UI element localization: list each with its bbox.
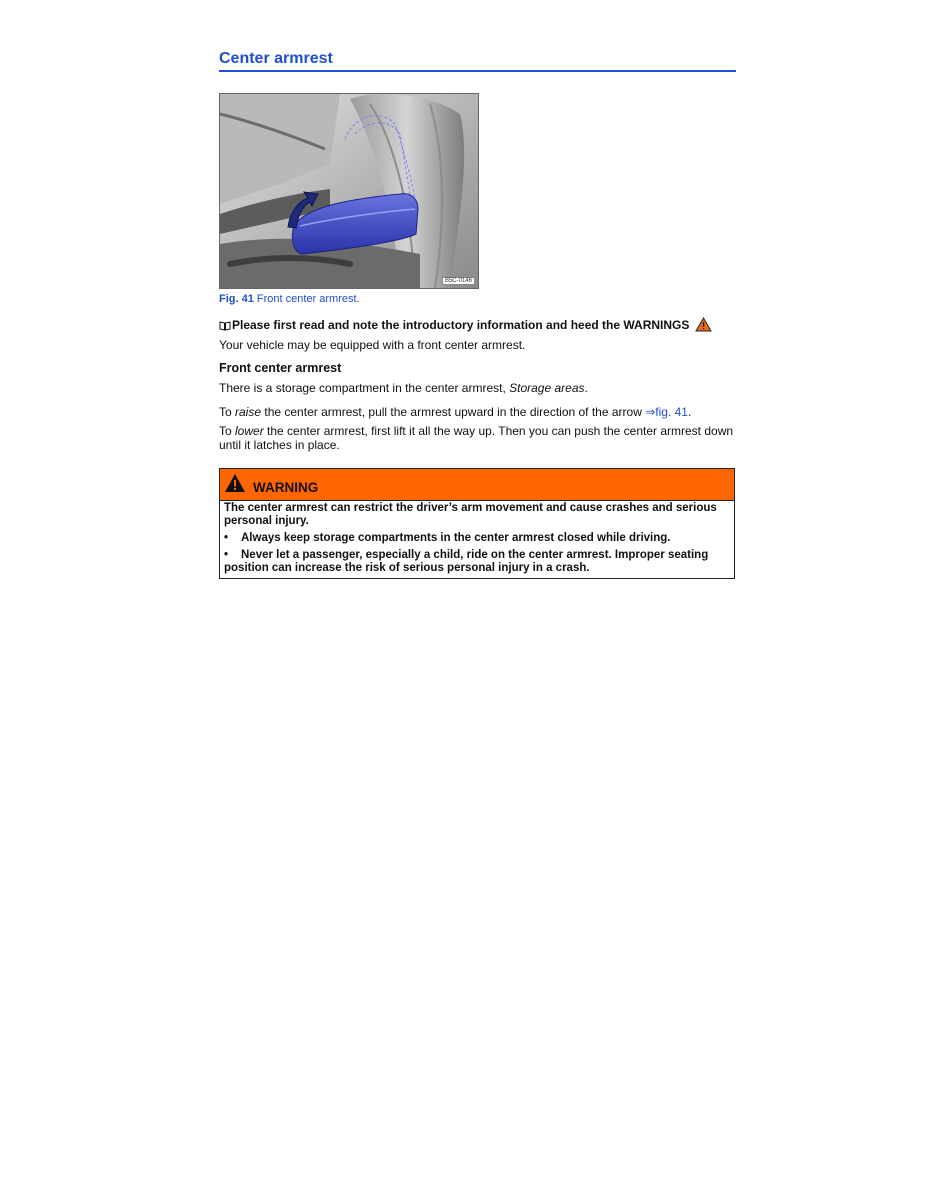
storage-paragraph <box>219 381 735 395</box>
figure-caption <box>219 293 360 305</box>
storage-areas-link[interactable]: Storage areas <box>509 381 585 395</box>
warning-triangle-icon <box>695 317 712 335</box>
figure-caption-text: Front center armrest. <box>256 293 360 305</box>
bullet-symbol: • <box>224 532 229 544</box>
raise-paragraph <box>219 405 735 419</box>
raise-text: the center armrest, pull the armrest upward in the direction of the arrow <box>261 405 646 419</box>
figure-number: Fig. 41 <box>219 293 254 305</box>
warning-bullet-text: Always keep storage compartments in the center armrest closed while driving. <box>241 532 671 544</box>
warning-bullet <box>224 549 730 575</box>
section-heading: Front center armrest <box>219 361 342 375</box>
bullet-symbol: • <box>224 549 229 561</box>
intro-note <box>219 317 712 335</box>
figure-code: B5C-0146 <box>442 277 475 285</box>
arrow-icon: ⇒ <box>645 405 656 419</box>
warning-box <box>219 468 735 579</box>
storage-suffix: . <box>584 381 588 395</box>
equipped-paragraph: Your vehicle may be equipped with a front center armrest. <box>219 338 526 352</box>
storage-prefix: There is a storage compartment in the center armrest, <box>219 381 510 395</box>
lower-text: the center armrest, first lift it all the way up. Then you can push the center armrest down until it latches in place. <box>219 424 734 452</box>
armrest-illustration <box>220 94 478 288</box>
lower-word: lower <box>235 424 264 438</box>
warning-icon <box>224 473 246 498</box>
lower-prefix: To <box>219 424 236 438</box>
warning-bullet <box>224 532 730 545</box>
book-icon <box>219 320 231 334</box>
lower-paragraph <box>219 424 735 452</box>
page-title: Center armrest <box>219 50 736 72</box>
warning-body <box>220 501 734 575</box>
raise-word: raise <box>235 405 262 419</box>
warning-bullet-text: Never let a passenger, especially a child, ride on the center armrest. Improper seating position can increase the risk of serious personal injury in a crash. <box>224 549 709 574</box>
warning-header <box>220 469 734 501</box>
raise-suffix: . <box>687 405 692 419</box>
fig-41-link[interactable]: fig. 41 <box>655 405 688 419</box>
raise-prefix: To <box>219 405 236 419</box>
armrest-figure <box>219 93 479 289</box>
intro-text: Please first read and note the introductory information and heed the WARNINGS <box>232 318 690 332</box>
warning-lead: The center armrest can restrict the driver’s arm movement and cause crashes and serious personal injury. <box>224 502 717 527</box>
warning-title: WARNING <box>253 480 319 495</box>
